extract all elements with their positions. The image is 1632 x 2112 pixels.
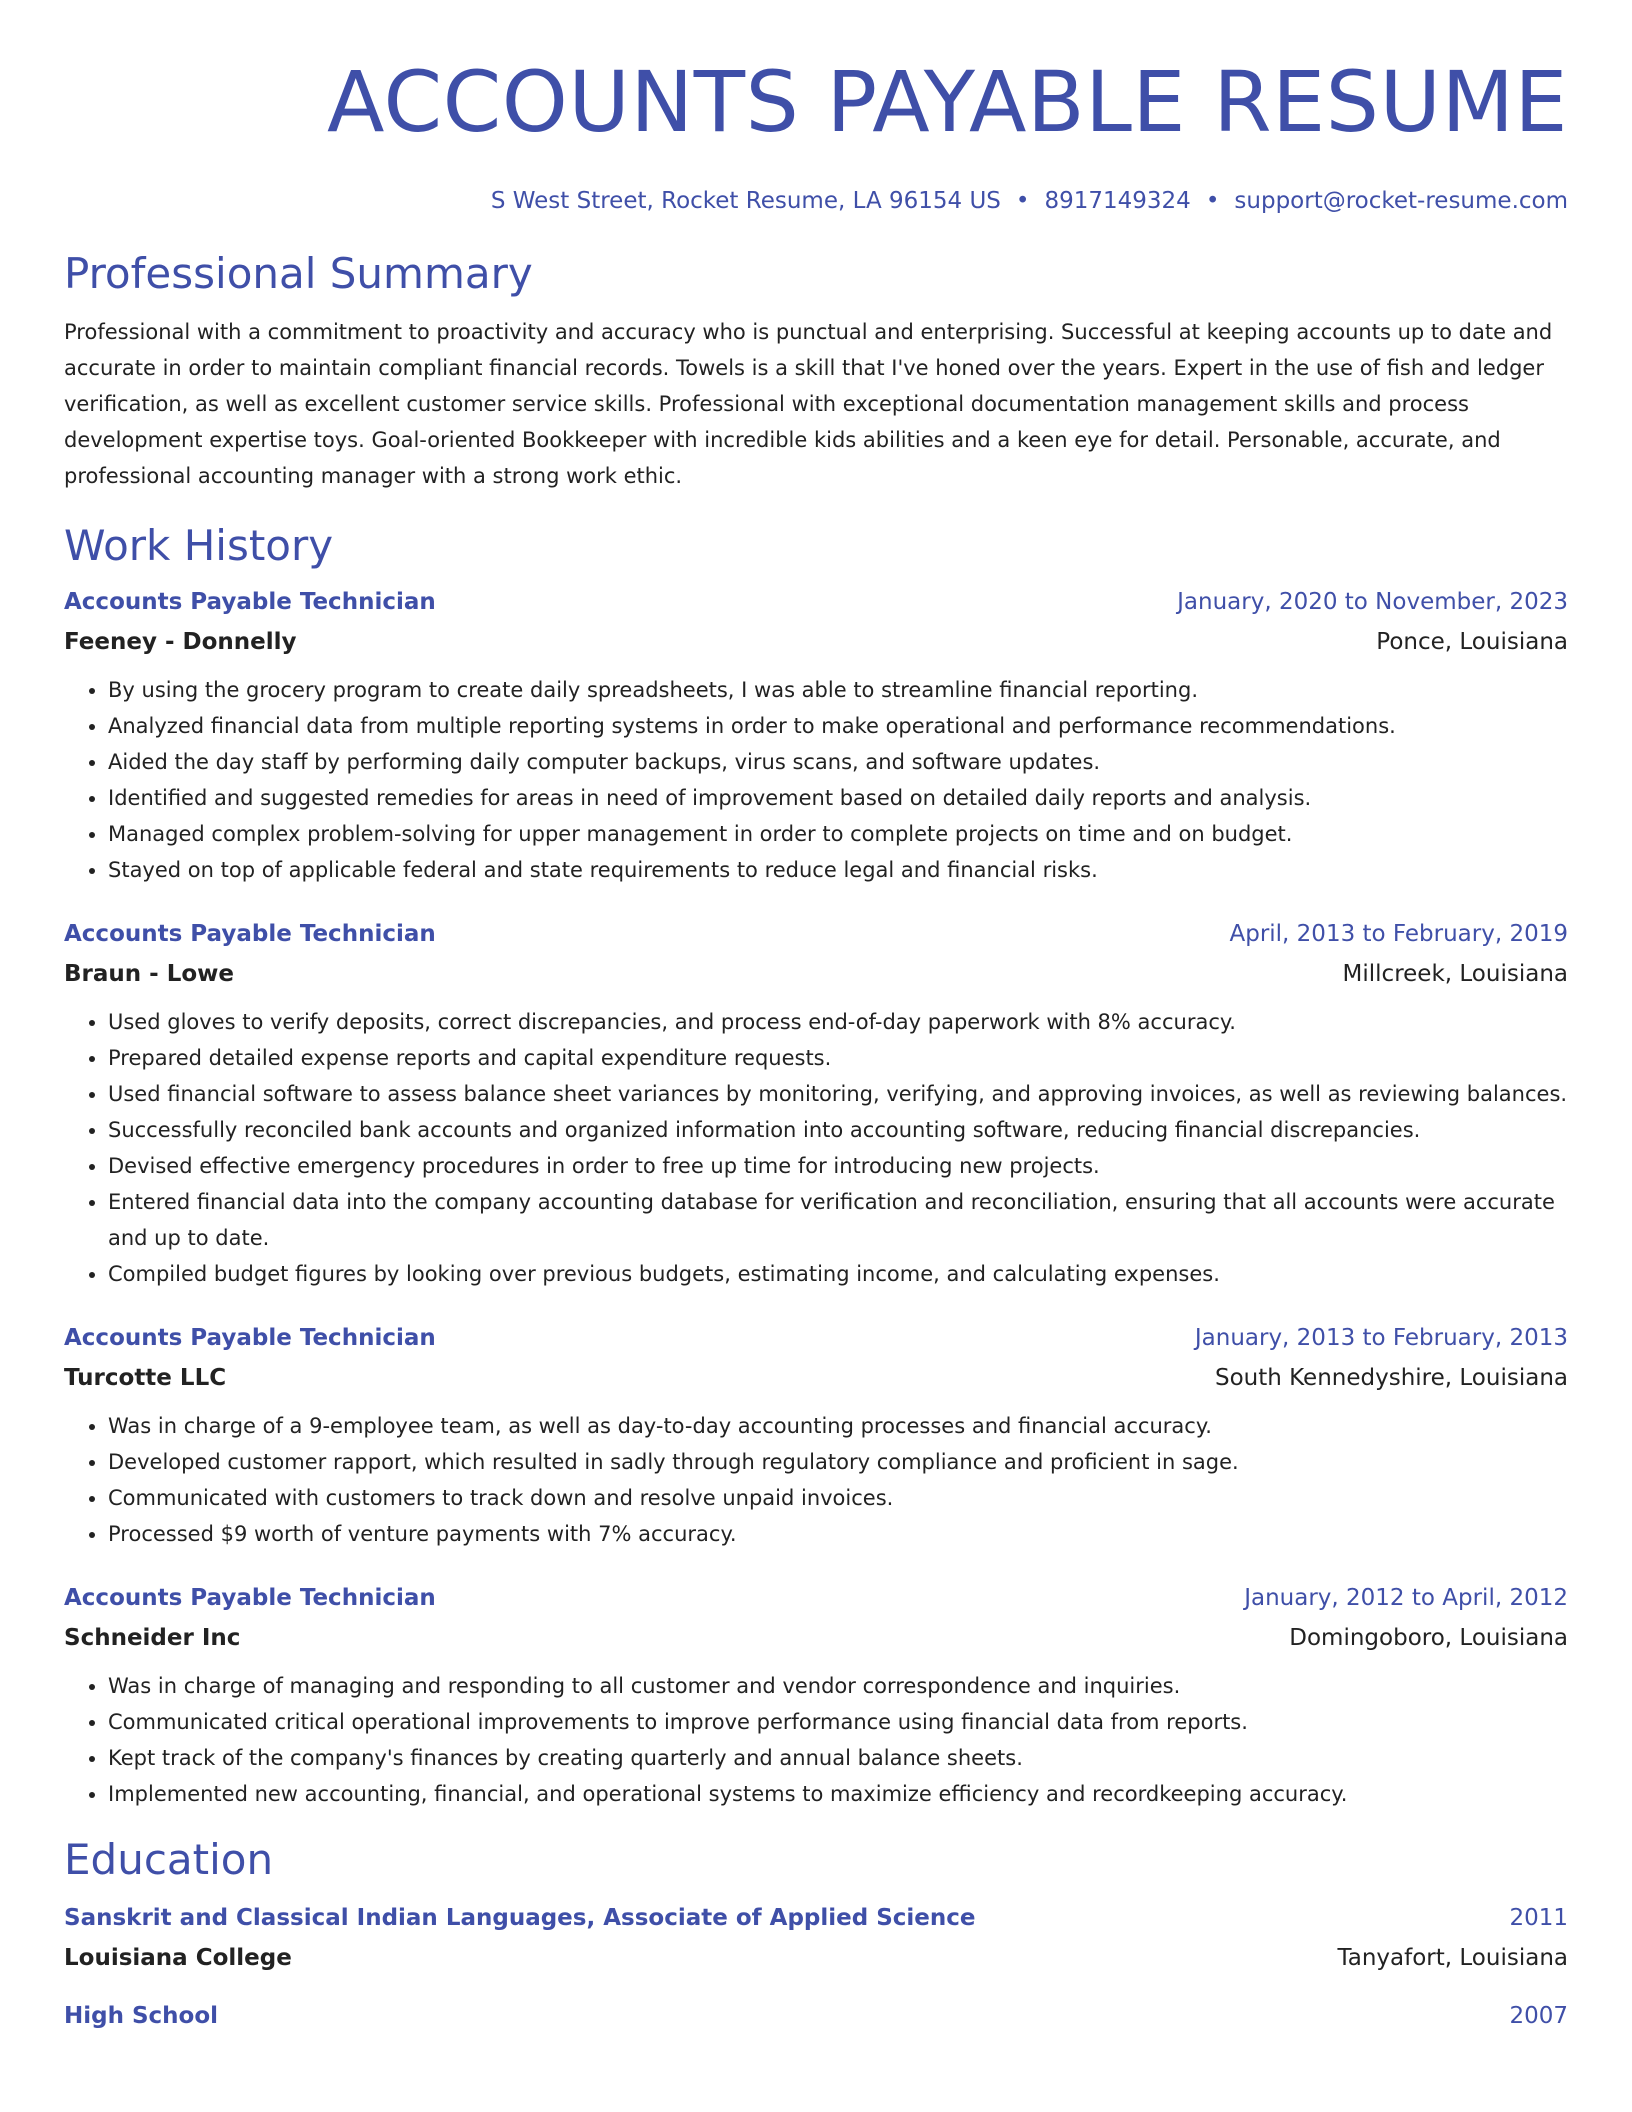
job-company-row <box>64 1618 1568 1658</box>
job-bullet-list <box>64 672 1568 888</box>
job-bullet: • Compiled budget figures by looking over previous budgets, estimating income, and calculating expenses. <box>108 1256 1568 1292</box>
job-dates: April, 2013 to February, 2019 <box>1229 921 1568 947</box>
education-location: Tanyafort, Louisiana <box>1337 1945 1568 1971</box>
education-entry <box>64 1996 1568 2036</box>
contact-email: support@rocket-resume.com <box>1234 188 1568 214</box>
education-year: 2011 <box>1509 1905 1568 1931</box>
education-degree-row <box>64 1898 1568 1938</box>
job-bullet-list <box>64 1668 1568 1812</box>
job-bullet: • Implemented new accounting, financial, and operational systems to maximize efficiency and recordkeeping accuracy. <box>108 1776 1568 1812</box>
education-degree: High School <box>64 2003 219 2029</box>
job-entry <box>64 914 1568 1292</box>
job-bullet: • Communicated with customers to track down and resolve unpaid invoices. <box>108 1480 1568 1516</box>
job-bullet: • Analyzed financial data from multiple reporting systems in order to make operational and performance recommendations. <box>108 708 1568 744</box>
education-list <box>64 1898 1568 2036</box>
job-bullet: • Developed customer rapport, which resulted in sadly through regulatory compliance and proficient in sage. <box>108 1444 1568 1480</box>
work-history-list <box>64 582 1568 1812</box>
company-name: Turcotte LLC <box>64 1365 227 1391</box>
job-dates: January, 2020 to November, 2023 <box>1177 589 1568 615</box>
job-location: South Kennedyshire, Louisiana <box>1214 1365 1568 1391</box>
resume-header <box>64 0 1568 216</box>
company-name: Braun - Lowe <box>64 961 235 987</box>
education-degree: Sanskrit and Classical Indian Languages, Associate of Applied Science <box>64 1905 976 1931</box>
company-name: Schneider Inc <box>64 1625 241 1651</box>
resume-name: ACCOUNTS PAYABLE RESUME <box>326 53 1568 151</box>
job-company-row <box>64 954 1568 994</box>
job-bullet: • Identified and suggested remedies for areas in need of improvement based on detailed daily reports and analysis. <box>108 780 1568 816</box>
job-bullet: • By using the grocery program to create daily spreadsheets, I was able to streamline financial reporting. <box>108 672 1568 708</box>
job-dates: January, 2012 to April, 2012 <box>1244 1585 1568 1611</box>
education-heading: Education <box>64 1835 274 1884</box>
job-location: Ponce, Louisiana <box>1376 629 1568 655</box>
job-bullet: • Processed $9 worth of venture payments with 7% accuracy. <box>108 1516 1568 1552</box>
education-year: 2007 <box>1509 2003 1568 2029</box>
job-entry <box>64 1318 1568 1552</box>
education-school-row <box>64 1938 1568 1978</box>
job-bullet: • Stayed on top of applicable federal and state requirements to reduce legal and financial risks. <box>108 852 1568 888</box>
job-title: Accounts Payable Technician <box>64 589 436 615</box>
job-title: Accounts Payable Technician <box>64 1325 436 1351</box>
job-title-row <box>64 914 1568 954</box>
contact-separator: • <box>1205 188 1220 214</box>
job-company-row <box>64 622 1568 662</box>
company-name: Feeney - Donnelly <box>64 629 297 655</box>
job-bullet: • Kept track of the company's finances by creating quarterly and annual balance sheets. <box>108 1740 1568 1776</box>
education-school: Louisiana College <box>64 1945 292 1971</box>
job-bullet-list <box>64 1004 1568 1292</box>
job-bullet: • Entered financial data into the company accounting database for verification and reconciliation, ensuring that all accounts were accurate and up to date. <box>108 1184 1568 1256</box>
summary-heading: Professional Summary <box>64 249 533 298</box>
job-bullet: • Was in charge of a 9-employee team, as well as day-to-day accounting processes and financial accuracy. <box>108 1408 1568 1444</box>
job-bullet: • Managed complex problem-solving for upper management in order to complete projects on time and on budget. <box>108 816 1568 852</box>
job-bullet: • Used financial software to assess balance sheet variances by monitoring, verifying, and approving invoices, as well as reviewing balances. <box>108 1076 1568 1112</box>
job-bullet: • Successfully reconciled bank accounts and organized information into accounting software, reducing financial discrepancies. <box>108 1112 1568 1148</box>
job-location: Domingoboro, Louisiana <box>1289 1625 1568 1651</box>
job-bullet: • Communicated critical operational improvements to improve performance using financial data from reports. <box>108 1704 1568 1740</box>
job-bullet: • Aided the day staff by performing daily computer backups, virus scans, and software updates. <box>108 744 1568 780</box>
contact-address: S West Street, Rocket Resume, LA 96154 US <box>490 188 1001 214</box>
job-bullet: • Prepared detailed expense reports and capital expenditure requests. <box>108 1040 1568 1076</box>
job-dates: January, 2013 to February, 2013 <box>1194 1325 1568 1351</box>
job-bullet: • Used gloves to verify deposits, correct discrepancies, and process end-of-day paperwork with 8% accuracy. <box>108 1004 1568 1040</box>
job-entry <box>64 582 1568 888</box>
summary-text: Professional with a commitment to proactivity and accuracy who is punctual and enterprising. Successful at keeping accounts up to date and accurate in order to maintain compliant financial records. Towels is a skill that I've honed over the years. Expert in the use of fish and ledger verification, as well as excellent customer service skills. Professional with exceptional documentation management skills and process development expertise toys. Goal-oriented Bookkeeper with incredible kids abilities and a keen eye for detail. Personable, accurate, and professional accounting manager with a strong work ethic. <box>64 320 1553 488</box>
job-entry <box>64 1578 1568 1812</box>
job-title-row <box>64 1318 1568 1358</box>
job-bullet-list <box>64 1408 1568 1552</box>
job-company-row <box>64 1358 1568 1398</box>
education-entry <box>64 1898 1568 1978</box>
resume-page <box>64 0 1568 2036</box>
job-title: Accounts Payable Technician <box>64 921 436 947</box>
job-bullet: • Was in charge of managing and responding to all customer and vendor correspondence and inquiries. <box>108 1668 1568 1704</box>
job-bullet: • Devised effective emergency procedures in order to free up time for introducing new projects. <box>108 1148 1568 1184</box>
education-degree-row <box>64 1996 1568 2036</box>
contact-phone: 8917149324 <box>1044 188 1191 214</box>
contact-line <box>64 186 1568 216</box>
contact-separator: • <box>1015 188 1030 214</box>
job-title: Accounts Payable Technician <box>64 1585 436 1611</box>
job-title-row <box>64 582 1568 622</box>
job-location: Millcreek, Louisiana <box>1342 961 1568 987</box>
work-history-heading: Work History <box>64 521 334 570</box>
job-title-row <box>64 1578 1568 1618</box>
